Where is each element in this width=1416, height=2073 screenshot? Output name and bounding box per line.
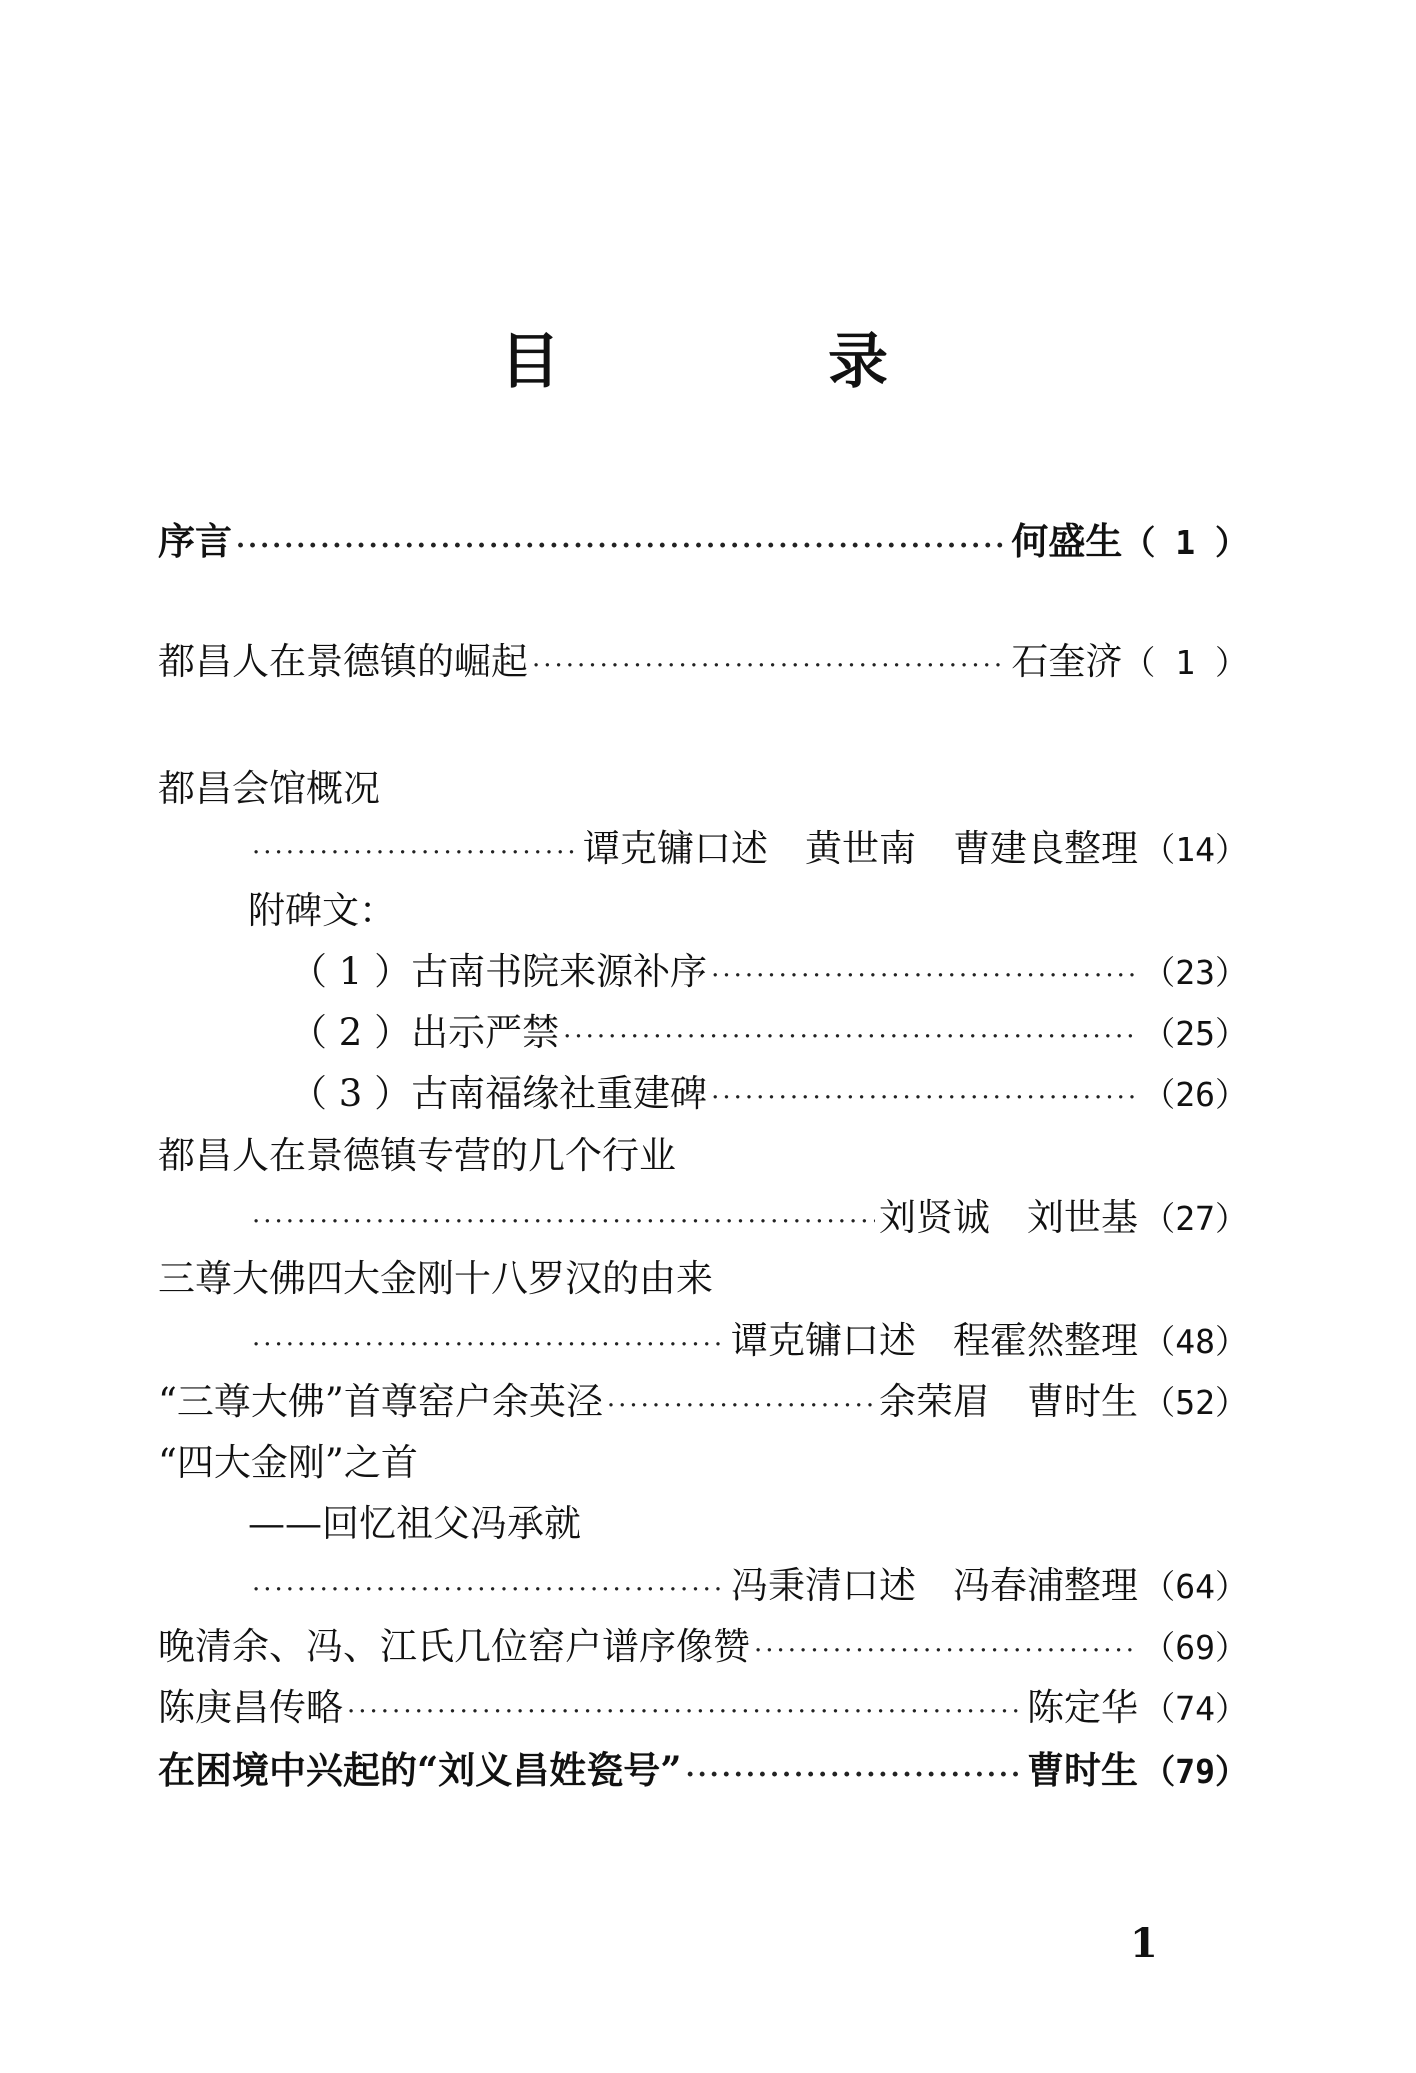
toc-leader-dots <box>711 1072 1134 1124</box>
toc-entry-title: 都昌人在景德镇专营的几个行业 <box>158 1134 676 1177</box>
toc-leader-dots <box>686 1749 1023 1801</box>
toc-entry-title: 在困境中兴起的“刘义昌姓瓷号” <box>158 1748 682 1792</box>
toc-entry-author: 曹时生 <box>1027 1748 1138 1792</box>
toc-entry-title: 三尊大佛四大金刚十八罗汉的由来 <box>158 1257 713 1300</box>
toc-entry-page: （74） <box>1142 1689 1248 1728</box>
toc-leader-dots <box>236 520 1007 572</box>
toc-entry <box>248 823 1248 875</box>
toc-entry <box>290 1068 1248 1120</box>
toc-leader-dots <box>563 1011 1134 1063</box>
toc-entry <box>248 1192 1248 1244</box>
toc-leader-dots <box>347 1686 1023 1738</box>
toc-entry-title: “三尊大佛”首尊窑户余英泾 <box>158 1380 603 1423</box>
toc-entry-author: 石奎济 <box>1011 640 1123 683</box>
toc-entry-page: （26） <box>1142 1075 1248 1114</box>
toc-entry <box>158 515 1248 567</box>
toc-entry-page: （25） <box>1142 1014 1248 1053</box>
toc-entry-author: 何盛生 <box>1011 519 1123 563</box>
toc-leader-dots <box>754 1625 1134 1677</box>
toc-entry <box>248 1560 1248 1612</box>
toc-entry <box>158 636 1248 688</box>
toc-entry-author: 谭克镛口述 黄世南 曹建良整理 <box>583 827 1138 870</box>
toc-entry-title: “四大金刚”之首 <box>158 1441 418 1484</box>
page-number: 1 <box>1130 1920 1158 1967</box>
toc-entry-title: 序言 <box>158 519 232 563</box>
toc-entry-author: 刘贤诚 刘世基 <box>879 1196 1138 1239</box>
toc-leader-dots <box>252 827 579 879</box>
toc-entry-page: （ 1 ） <box>1122 523 1248 562</box>
toc-entry-title: 都昌会馆概况 <box>158 767 380 810</box>
toc-entry <box>248 1315 1248 1367</box>
toc-entry <box>158 1621 1248 1673</box>
toc-leader-dots <box>607 1380 875 1432</box>
toc-entry-page: （64） <box>1142 1567 1248 1606</box>
toc-entry-title: 都昌人在景德镇的崛起 <box>158 640 528 683</box>
title-char-2: 录 <box>828 327 888 397</box>
toc-entry-page: （79） <box>1142 1752 1248 1791</box>
toc-entry-page: （48） <box>1142 1322 1248 1361</box>
toc-entry-author: 冯秉清口述 冯春浦整理 <box>731 1564 1138 1607</box>
toc-entry-page: （14） <box>1142 830 1248 869</box>
toc-entry-title: （ 1 ）古南书院来源补序 <box>290 950 708 993</box>
toc-entry-page: （23） <box>1142 953 1248 992</box>
toc-entry <box>290 1007 1248 1059</box>
toc-leader-dots <box>252 1319 727 1371</box>
toc-entry-author: 余荣眉 曹时生 <box>879 1380 1138 1423</box>
toc-entry-page: （ 1 ） <box>1122 643 1248 682</box>
toc-leader-dots <box>252 1564 727 1616</box>
toc-entry <box>290 946 1248 998</box>
toc-entry-page: （27） <box>1142 1199 1248 1238</box>
toc-entry-author: 谭克镛口述 程霍然整理 <box>731 1319 1138 1362</box>
toc-leader-dots <box>532 640 1007 692</box>
page-title <box>0 322 1416 402</box>
toc-entry-page: （52） <box>1142 1383 1248 1422</box>
toc-entry-page: （69） <box>1142 1628 1248 1667</box>
toc-entry <box>158 1682 1248 1734</box>
toc-entry <box>158 1744 1248 1796</box>
toc-subheading: 附碑文： <box>248 889 396 932</box>
toc-entry <box>158 1376 1248 1428</box>
toc-entry-author: 陈定华 <box>1027 1686 1138 1729</box>
toc-entry-subtitle: ——回忆祖父冯承就 <box>248 1502 581 1545</box>
title-char-1: 目 <box>500 327 560 397</box>
toc-entry-title: （ 3 ）古南福缘社重建碑 <box>290 1072 708 1115</box>
toc-entry-title: （ 2 ）出示严禁 <box>290 1011 560 1054</box>
toc-entry-title: 陈庚昌传略 <box>158 1686 343 1729</box>
toc-leader-dots <box>252 1196 875 1248</box>
toc-entry-title: 晚清余、冯、江氏几位窑户谱序像赞 <box>158 1625 750 1668</box>
toc-leader-dots <box>711 950 1134 1002</box>
